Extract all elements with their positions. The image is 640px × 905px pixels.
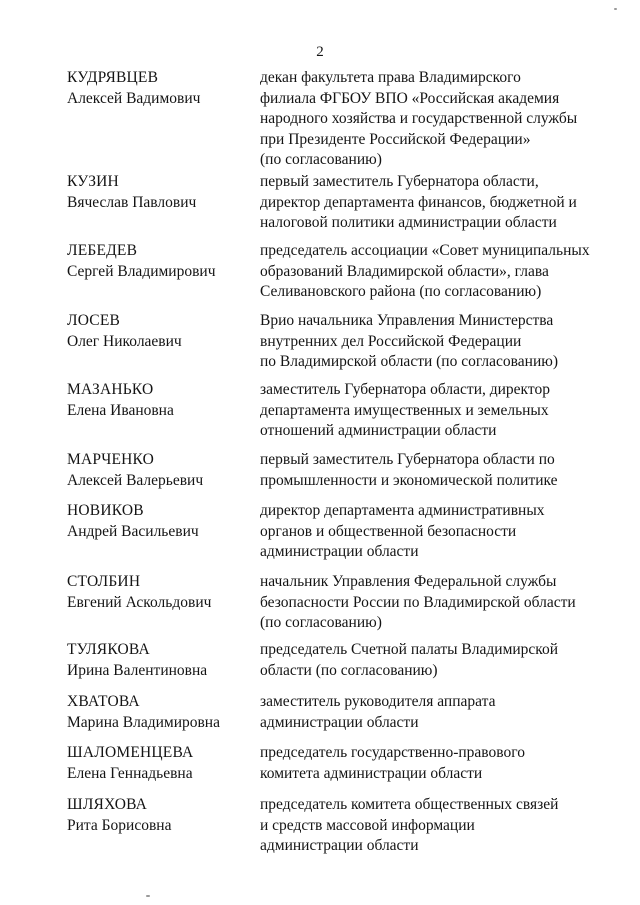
member-given-names: Алексей Вадимович (67, 89, 201, 107)
member-name (67, 501, 247, 542)
member-name (67, 68, 247, 109)
member-given-names: Рита Борисовна (67, 816, 172, 834)
member-name (67, 640, 247, 681)
member-surname: ХВАТОВА (67, 693, 140, 710)
member-name (67, 380, 247, 421)
scan-speck (614, 8, 617, 10)
member-name (67, 692, 247, 733)
member-given-names: Вячеслав Павлович (67, 193, 197, 211)
member-surname: МАЗАНЬКО (67, 381, 154, 398)
member-position: директор департамента административных органов и общественной безопасности администрации области (260, 502, 545, 560)
member-position: первый заместитель Губернатора области, директор департамента финансов, бюджетной и налоговой политики администрации области (260, 173, 577, 231)
member-surname: ШЛЯХОВА (67, 796, 148, 813)
member-surname: НОВИКОВ (67, 502, 144, 519)
member-position: первый заместитель Губернатора области по промышленности и экономической политике (260, 451, 558, 489)
scan-speck (146, 895, 150, 897)
member-surname: ТУЛЯКОВА (67, 641, 150, 658)
member-name (67, 572, 247, 613)
member-given-names: Олег Николаевич (67, 332, 182, 350)
member-given-names: Елена Геннадьевна (67, 764, 193, 782)
member-position: заместитель руководителя аппарата администрации области (260, 693, 496, 731)
member-position: начальник Управления Федеральной службы безопасности России по Владимирской области (по согласованию) (260, 573, 576, 631)
member-surname: МАРЧЕНКО (67, 451, 155, 468)
member-position: заместитель Губернатора области, директор департамента имущественных и земельных отношений администрации области (260, 381, 550, 439)
member-name (67, 241, 247, 282)
member-name (67, 450, 247, 491)
member-surname: СТОЛБИН (67, 573, 141, 590)
member-given-names: Сергей Владимирович (67, 262, 216, 280)
member-surname: ЛЕБЕДЕВ (67, 242, 138, 259)
member-name (67, 311, 247, 352)
page-number: 2 (316, 44, 324, 60)
member-given-names: Евгений Аскольдович (67, 593, 212, 611)
member-name (67, 743, 247, 784)
member-position: председатель государственно-правового комитета администрации области (260, 744, 525, 782)
member-position: декан факультета права Владимирского филиала ФГБОУ ВПО «Российская академия народного хозяйства и государственной службы при Президенте Российской Федерации» (по согласованию) (260, 69, 578, 168)
member-position: Врио начальника Управления Министерства внутренних дел Российской Федерации по Владимирской области (по согласованию) (260, 312, 558, 370)
member-given-names: Марина Владимировна (67, 713, 220, 731)
member-surname: ШАЛОМЕНЦЕВА (67, 744, 194, 761)
member-surname: КУДРЯВЦЕВ (67, 69, 159, 86)
member-given-names: Алексей Валерьевич (67, 471, 204, 489)
member-surname: КУЗИН (67, 173, 119, 190)
member-position: председатель комитета общественных связей и средств массовой информации администрации области (260, 796, 559, 854)
member-name (67, 795, 247, 836)
member-name (67, 172, 247, 213)
member-surname: ЛОСЕВ (67, 312, 121, 329)
member-given-names: Ирина Валентиновна (67, 661, 208, 679)
member-position: председатель ассоциации «Совет муниципальных образований Владимирской области», глава Селивановского района (по согласованию) (260, 242, 590, 300)
member-given-names: Андрей Васильевич (67, 522, 199, 540)
member-given-names: Елена Ивановна (67, 401, 174, 419)
member-position: председатель Счетной палаты Владимирской области (по согласованию) (260, 641, 559, 679)
